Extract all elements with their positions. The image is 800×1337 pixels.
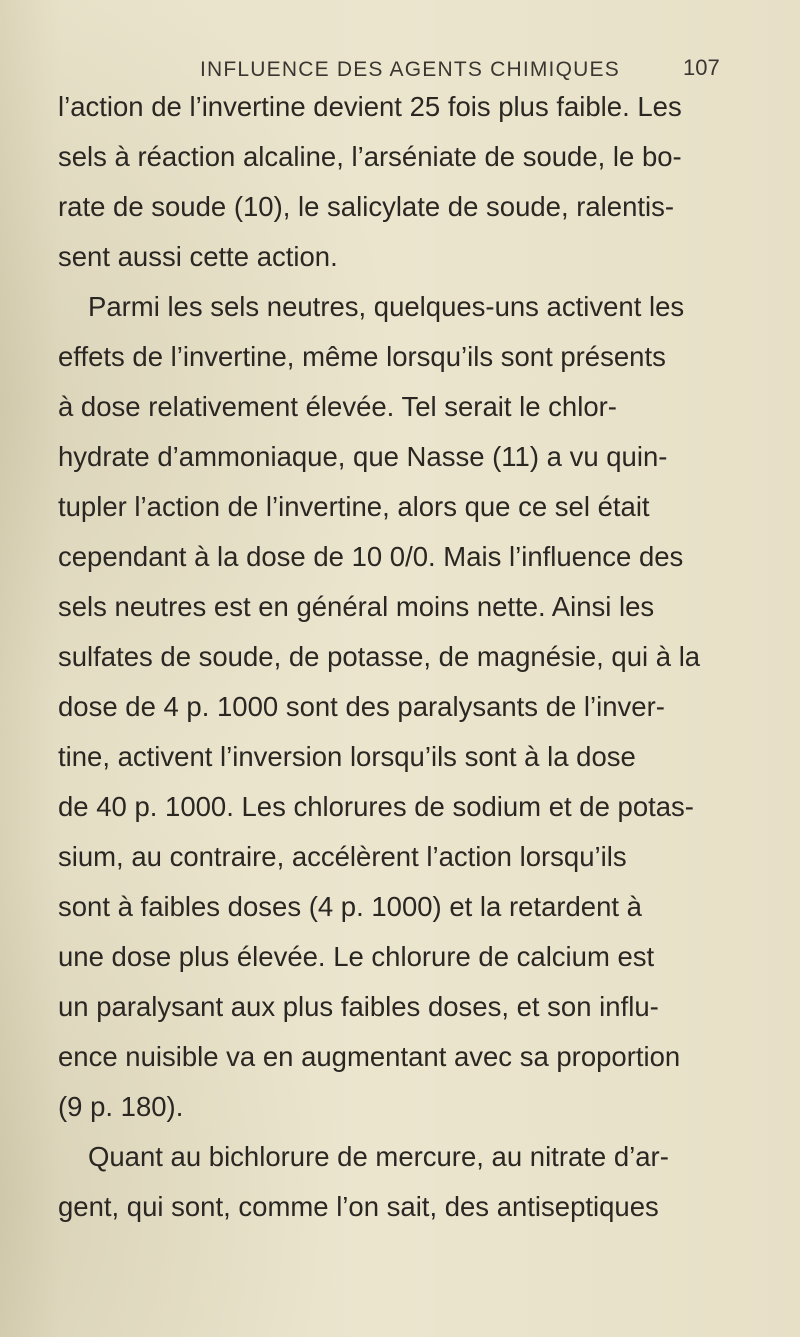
paragraph-start-line: Quant au bichlorure de mercure, au nitrate d’ar- xyxy=(88,1141,669,1172)
text-line: effets de l’invertine, même lorsqu’ils sont présents xyxy=(58,341,666,372)
text-line: sulfates de soude, de potasse, de magnésie, qui à la xyxy=(58,641,701,672)
text-line: un paralysant aux plus faibles doses, et son influ- xyxy=(58,991,659,1022)
text-line: sent aussi cette action. xyxy=(58,241,338,272)
text-line: sont à faibles doses (4 p. 1000) et la retardent à xyxy=(58,891,642,922)
running-head: INFLUENCE DES AGENTS CHIMIQUES xyxy=(200,58,620,81)
text-line: tine, activent l’inversion lorsqu’ils sont à la dose xyxy=(58,741,636,772)
text-line: (9 p. 180). xyxy=(58,1091,184,1122)
text-line: gent, qui sont, comme l’on sait, des antiseptiques xyxy=(58,1191,659,1222)
text-line: à dose relativement élevée. Tel serait le chlor- xyxy=(58,391,617,422)
text-line: sels neutres est en général moins nette. Ainsi les xyxy=(58,591,655,622)
text-line: rate de soude (10), le salicylate de soude, ralentis- xyxy=(58,191,675,222)
text-line: sels à réaction alcaline, l’arséniate de soude, le bo- xyxy=(58,141,682,172)
text-line: sium, au contraire, accélèrent l’action lorsqu’ils xyxy=(58,841,627,872)
text-line: une dose plus élevée. Le chlorure de calcium est xyxy=(58,941,655,972)
page-number: 107 xyxy=(683,55,720,80)
text-line: dose de 4 p. 1000 sont des paralysants de l’inver- xyxy=(58,691,665,722)
text-line: cependant à la dose de 10 0/0. Mais l’influence des xyxy=(58,541,684,572)
text-line: tupler l’action de l’invertine, alors que ce sel était xyxy=(58,491,650,522)
text-line: de 40 p. 1000. Les chlorures de sodium et de potas- xyxy=(58,791,694,822)
text-line: ence nuisible va en augmentant avec sa proportion xyxy=(58,1041,681,1072)
text-line: hydrate d’ammoniaque, que Nasse (11) a vu quin- xyxy=(58,441,668,472)
text-body xyxy=(58,82,708,1232)
text-line: l’action de l’invertine devient 25 fois plus faible. Les xyxy=(58,91,682,122)
paragraph-start-line: Parmi les sels neutres, quelques-uns activent les xyxy=(88,291,685,322)
